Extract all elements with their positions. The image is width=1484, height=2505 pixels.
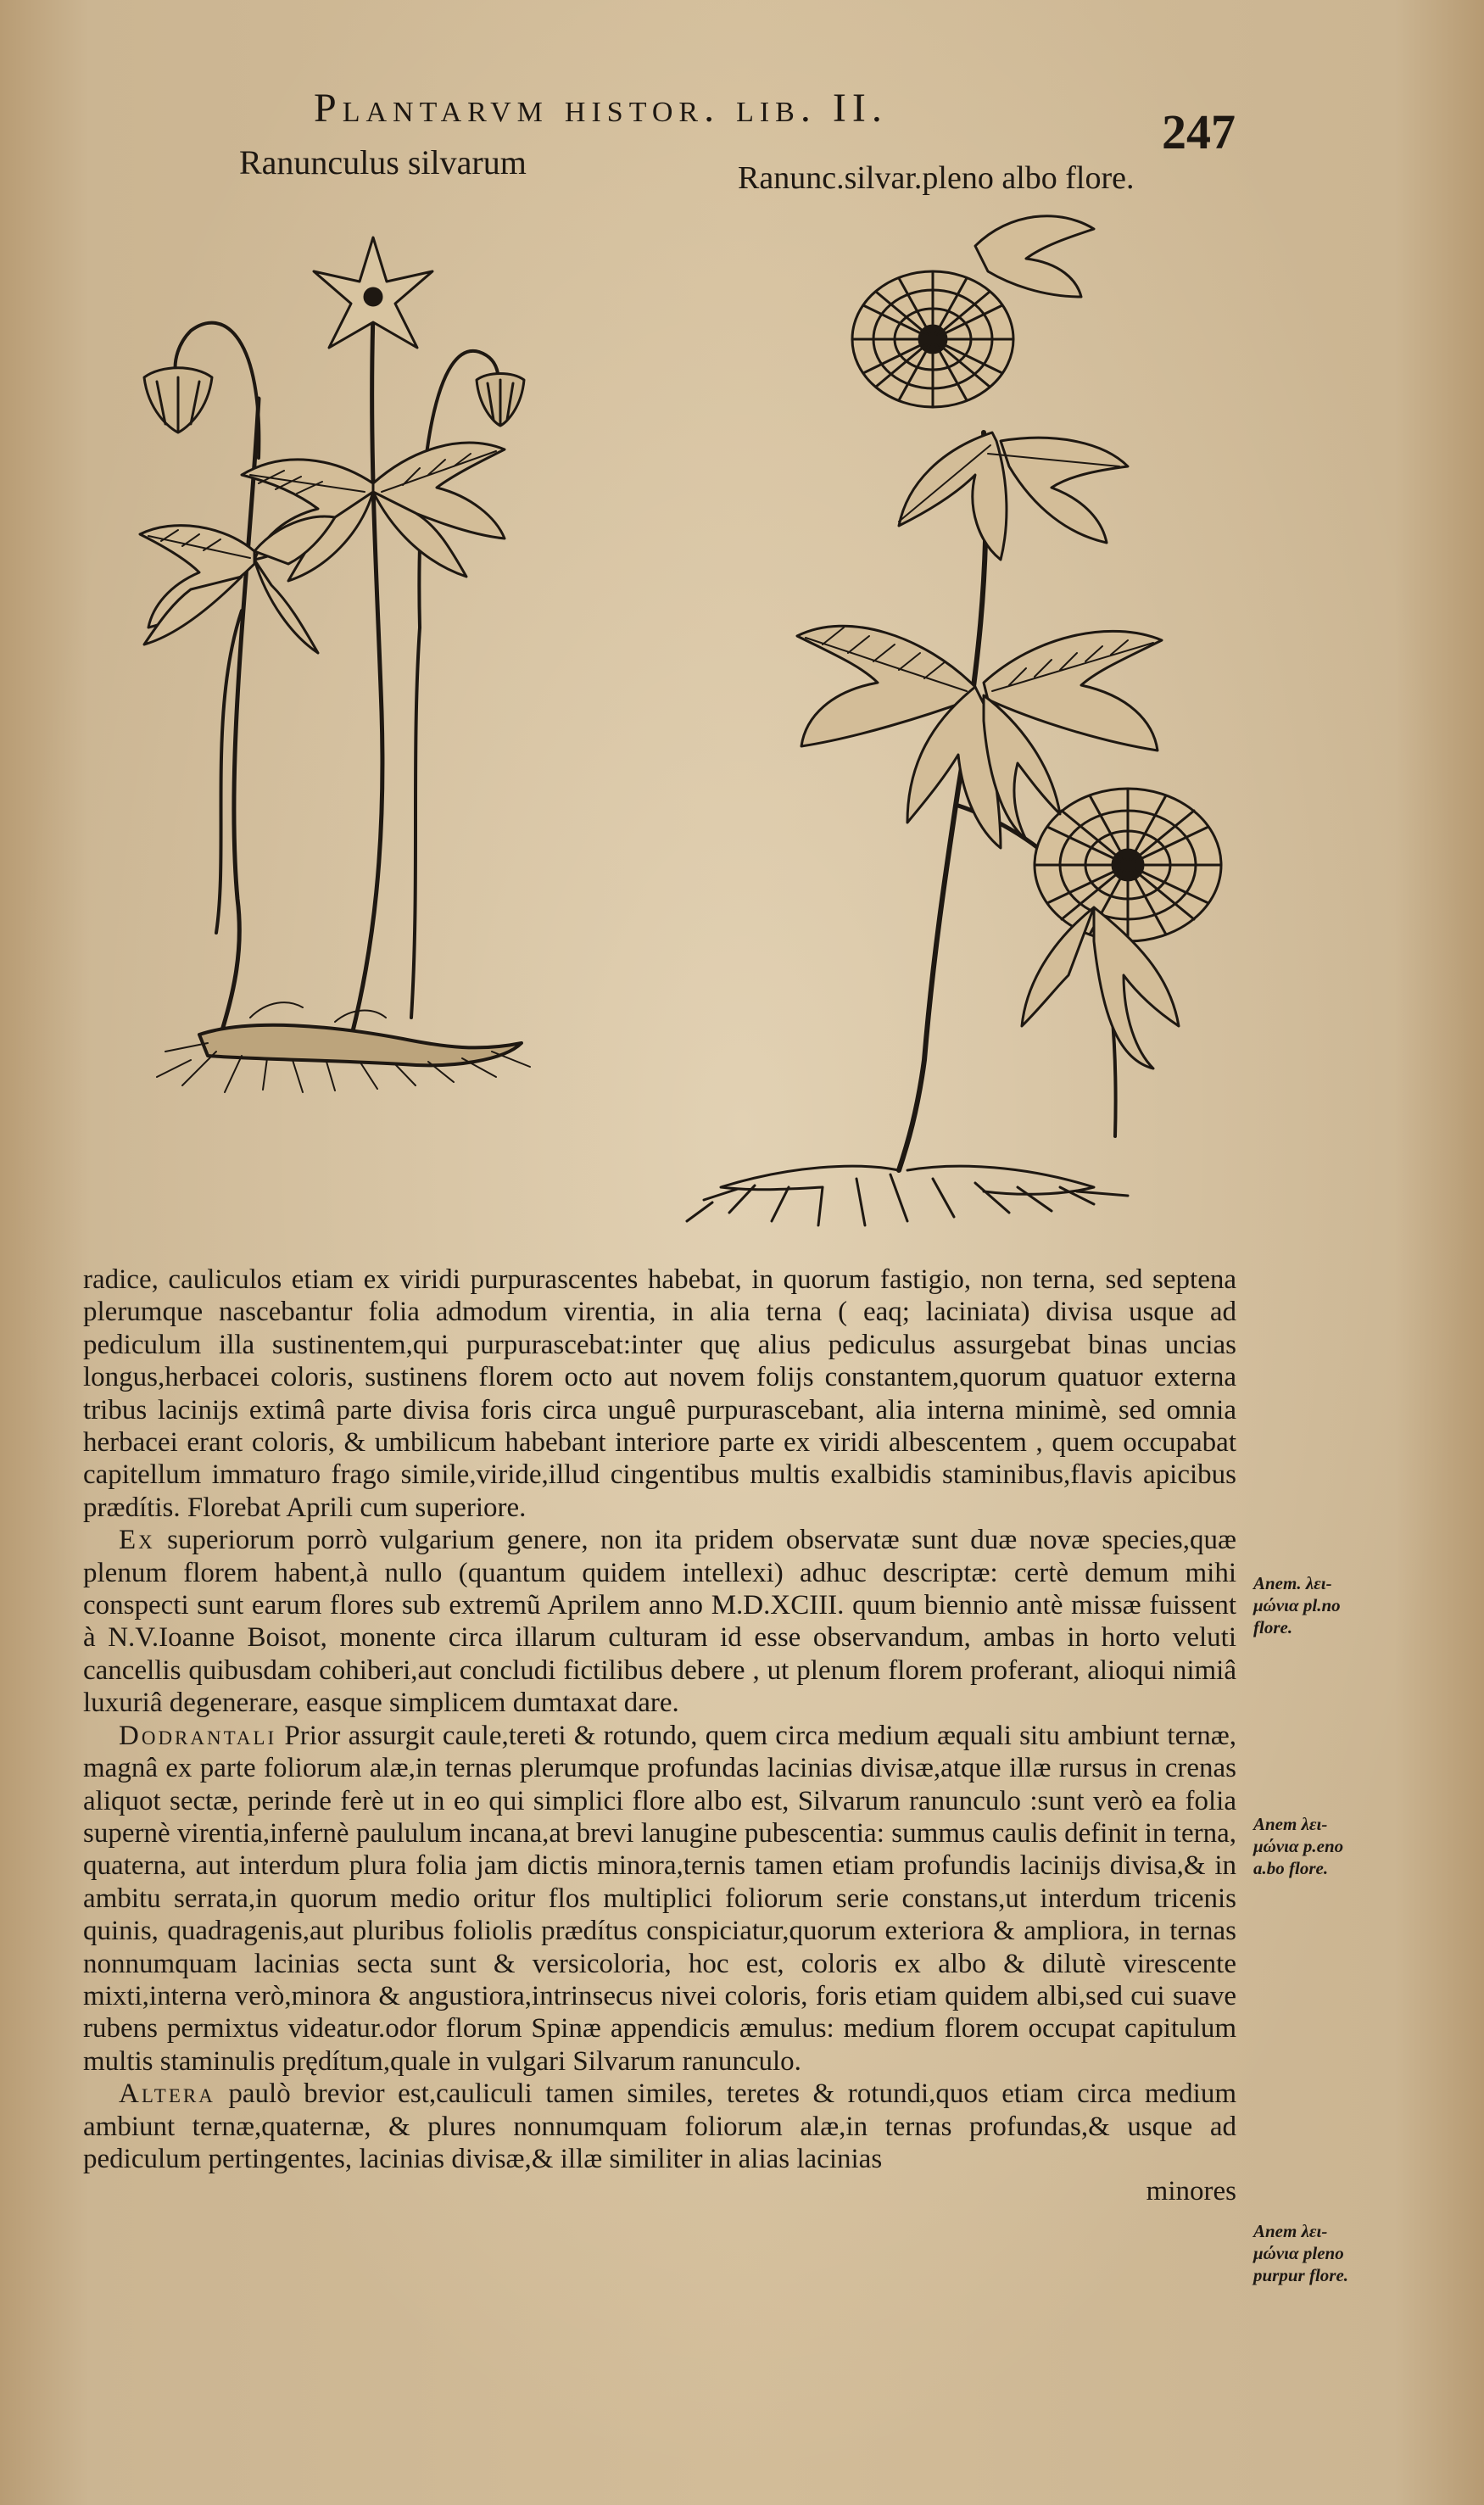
paragraph-text: Prior assurgit caule,tereti & rotundo, quem circa medium æquali situ ambiunt ternæ, magnâ ex parte foliorum alæ,in ternas plerumque profundas lacinias divisæ,atque illæ rursus in crenas aliquot sectæ, perinde ferè ut in eo qui simplici flore albo est, Silvarum ranunculo :sunt verò ea folia supernè virentia,infernè paululum incana,at brevi lanugine pubescentia: summus caulis definit in terna, quaterna, aut interdum plura folia jam dictis minora,ternis tamen etiam profundis lacinijs divisa,& in ambitu serrata,in quorum medio oritur flos multiplici foliorum serie constans,ut interdum tricenis quinis, quadragenis,aut pluribus foliolis prædítus conspiciatur,quorum exteriora & ampliora, in ternas nonnumquam lacinias secta sunt & versicoloria, hoc est, coloris ex albo & dilutè virescente mixti,interna verò,minora & angustiora,intrinsecus nivei coloris, foris etiam quidem albi,sed cui suave rubens permixtus videatur.odor florum Spinæ appendicis æmulus: medium florem occupat capitulum multis staminulis prędítum,quale in vulgari Silvarum ranunculo. bbox=[83, 1720, 1236, 2077]
figure-caption-left: Ranunculus silvarum bbox=[239, 143, 527, 181]
paragraph-continued: radice, cauliculos etiam ex viridi purpurascentes habebat, in quorum fastigio, non terna, sed septena plerumque nascebantur folia admodum virentia, in alia terna ( eaq; laciniata) divisa usque ad pediculum illa sustinentem,qui purpurascebat:inter quę alius pediculus assurgebat binas uncias longus,herbacei coloris, sustinens florem octo aut novem folijs constantem,quorum quatuor externa tribus lacinijs extimâ parte divisa foris circa unguê purpurascebant, alia interna minimè, sed omnia herbacei erant coloris, & umbilicum habebant interiore parte ex viridi albescentem , quem occupabat capitellum immaturo frago simile,viride,illud cingentibus multis exalbidis staminibus,flavis apicibus prædítis. Florebat Aprili cum superiore. bbox=[83, 1264, 1236, 1523]
woodcut-ranunculus-silvarum bbox=[81, 204, 623, 1094]
paragraph-lead-word: Ex bbox=[119, 1525, 155, 1556]
margin-note-pleno-flore: Anem. λει- μώνια pl.no flore. bbox=[1253, 1573, 1341, 1637]
page-number: 247 bbox=[1162, 104, 1236, 159]
body-text bbox=[83, 1264, 1236, 2208]
paragraph-text: superiorum porrò vulgarium genere, non ita pridem observatæ sunt duæ novæ species,quæ plenum florem habent,à nullo (quantum quidem intellexi) adhuc descriptæ: certè demum mihi conspecti sunt earum flores sub extremũ Aprilem anno M.D.XCIII. quum biennio antè missæ fuissent à N.V.Ioanne Boisot, monente circa illarum culturam id esse observandum, ambas in horto veluti cancellis quibusdam cohiberi,aut concludi fictilibus debere , ut plenum florem proferant, alioqui nimiâ luxuriâ degenerare, easque simplicem dumtaxat dare. bbox=[83, 1525, 1236, 1719]
paragraph-altera bbox=[83, 2078, 1236, 2175]
paragraph-dodrantali bbox=[83, 1720, 1236, 2078]
page-header bbox=[0, 0, 1484, 196]
catchword: minores bbox=[1146, 2176, 1236, 2207]
running-title: Plantarvm histor. lib. II. bbox=[314, 86, 888, 131]
margin-note-pleno-albo-flore: Anem λει- μώνια p.eno a.bo flore. bbox=[1253, 1814, 1344, 1878]
woodcut-ranunculus-pleno-albo-flore bbox=[653, 212, 1264, 1238]
paragraph-text: paulò brevior est,cauliculi tamen similes, teretes & rotundi,quos etiam circa medium ambiunt ternæ,quaternæ, & plures nonnumquam foliorum alæ,in ternas profundas,& usque ad pediculum pertingentes, lacinias divisæ,& illæ similiter in alias lacinias bbox=[83, 2078, 1236, 2174]
paragraph-lead-word: Dodrantali bbox=[119, 1720, 277, 1751]
figure-caption-right: Ranunc.silvar.pleno albo flore. bbox=[738, 160, 1135, 196]
paragraph-lead-word: Altera bbox=[119, 2078, 215, 2110]
margin-note-pleno-purpur-flore: Anem λει- μώνια pleno purpur flore. bbox=[1253, 2221, 1349, 2285]
paragraph-ex-superiorum bbox=[83, 1524, 1236, 1719]
